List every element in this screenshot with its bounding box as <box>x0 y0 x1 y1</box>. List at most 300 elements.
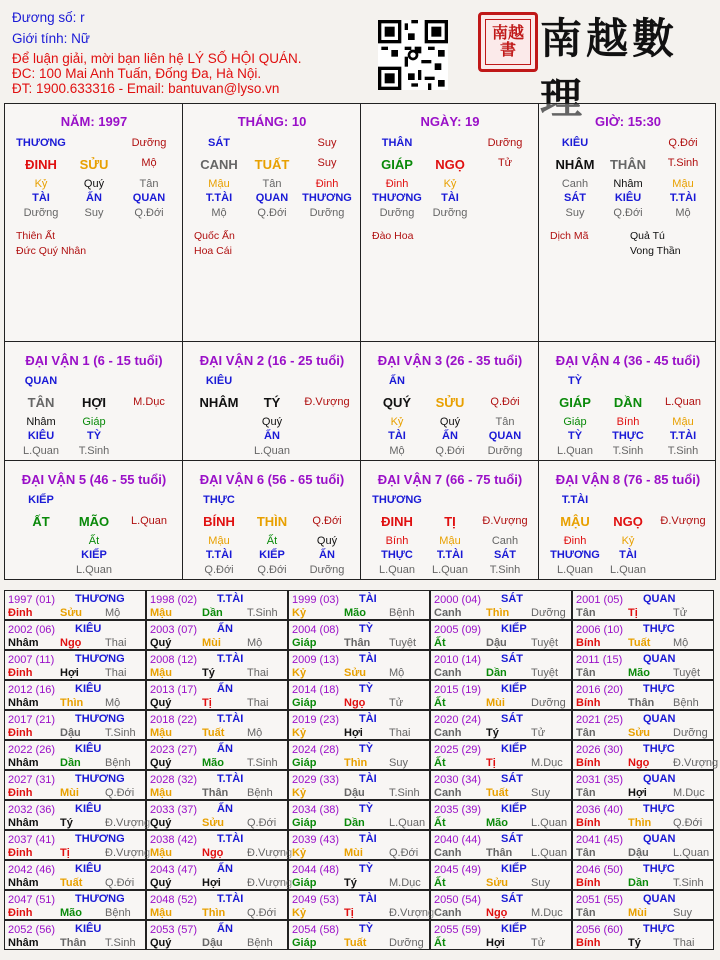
dai-van-can: ẤT <box>32 514 50 529</box>
hidden-stem: Mậu <box>672 416 694 428</box>
year-god: QUAN <box>643 713 676 725</box>
year-can: Kỷ <box>292 607 307 619</box>
dai-van-nayin: Đ.Vượng <box>304 396 350 408</box>
year-chi: Tuất <box>202 727 225 739</box>
dai-van-title: ĐẠI VẬN 8 (76 - 85 tuổi) <box>555 472 701 487</box>
year-chi: Thìn <box>486 607 510 619</box>
dai-van-nayin: Q.Đới <box>490 396 520 408</box>
hidden-stem: Mậu <box>208 535 230 547</box>
hidden-stage: T.Sinh <box>489 564 521 576</box>
year-cell <box>146 740 288 770</box>
year-god: QUAN <box>643 653 676 665</box>
hidden-stem: Quý <box>316 535 338 547</box>
duong-so-label: Đương số: r <box>12 10 85 25</box>
address-line: ĐC: 100 Mai Anh Tuấn, Đống Đa, Hà Nội. <box>12 66 262 81</box>
year-chi: Dậu <box>60 727 81 739</box>
year-god: QUAN <box>643 593 676 605</box>
year-cell <box>146 890 288 920</box>
year-can: Kỷ <box>292 847 307 859</box>
year-cell <box>4 800 151 830</box>
year-label: 2049 (53) <box>292 894 340 906</box>
year-can: Nhâm <box>8 757 39 769</box>
year-can: Đinh <box>8 607 33 619</box>
year-stage: Bệnh <box>673 697 699 709</box>
hidden-stem: Ất <box>88 535 100 547</box>
year-god: TÀI <box>359 593 377 605</box>
year-label: 2037 (41) <box>8 834 56 846</box>
year-can: Mậu <box>150 727 172 739</box>
year-chi: Tý <box>60 817 73 829</box>
year-god: SÁT <box>501 833 523 845</box>
year-god: THỰC <box>643 623 675 635</box>
dai-van-god: QUAN <box>24 375 58 387</box>
year-stage: T.Sinh <box>247 757 278 769</box>
year-can: Tân <box>576 667 596 679</box>
hidden-stage: L.Quan <box>431 564 469 576</box>
year-label: 2017 (21) <box>8 714 56 726</box>
year-can: Tân <box>576 787 596 799</box>
year-chi: Mão <box>628 667 650 679</box>
year-stage: Tử <box>531 937 546 949</box>
year-cell <box>572 680 714 710</box>
year-chi: Tị <box>202 697 212 709</box>
pillar-god: SÁT <box>208 137 230 149</box>
year-cell <box>430 590 572 620</box>
year-god: TÀI <box>359 713 377 725</box>
year-chi: Tị <box>60 847 70 859</box>
year-cell <box>430 740 572 770</box>
pillar-title: THÁNG: 10 <box>237 114 307 129</box>
year-label: 2027 (31) <box>8 774 56 786</box>
hidden-stage: L.Quan <box>22 445 60 457</box>
year-cell <box>430 680 572 710</box>
dai-van-title: ĐẠI VẬN 3 (26 - 35 tuổi) <box>377 353 523 368</box>
year-cell <box>430 620 572 650</box>
year-stage: Q.Đới <box>247 817 277 829</box>
year-label: 2014 (18) <box>292 684 340 696</box>
hidden-god: KIẾP <box>81 549 107 561</box>
year-can: Đinh <box>8 907 33 919</box>
year-god: T.TÀI <box>217 773 244 785</box>
year-god: KIÊU <box>75 743 102 755</box>
pillar-can: ĐINH <box>25 157 57 172</box>
year-god: TỲ <box>359 623 374 635</box>
hidden-god: ẤN <box>442 430 458 442</box>
year-label: 2022 (26) <box>8 744 56 756</box>
year-chi: Sửu <box>486 877 509 889</box>
hidden-stem: Canh <box>561 178 589 190</box>
year-cell <box>288 860 430 890</box>
year-stage: L.Quan <box>531 817 568 829</box>
year-stage: Tuyệt <box>673 667 701 679</box>
year-cell <box>4 590 146 620</box>
year-label: 2002 (06) <box>8 624 56 636</box>
year-god: TÀI <box>359 893 377 905</box>
year-god: KIÊU <box>75 683 102 695</box>
year-label: 2041 (45) <box>576 834 624 846</box>
hidden-god: ẤN <box>319 549 335 561</box>
year-chi: Mão <box>344 607 366 619</box>
year-can: Nhâm <box>8 817 39 829</box>
year-god: T.TÀI <box>217 653 244 665</box>
year-can: Quý <box>150 757 172 769</box>
hidden-stage: Dưỡng <box>309 207 345 219</box>
year-can: Giáp <box>292 697 317 709</box>
year-cell <box>572 740 719 770</box>
year-chi: Dần <box>60 757 81 769</box>
dai-van-can: NHÂM <box>199 395 239 410</box>
hidden-stage: Dưỡng <box>309 564 345 576</box>
year-can: Canh <box>434 667 462 679</box>
year-cell <box>572 710 714 740</box>
year-cell <box>288 650 430 680</box>
year-chi: Thân <box>628 697 655 709</box>
year-label: 2042 (46) <box>8 864 56 876</box>
year-stage: Đ.Vượng <box>105 817 151 829</box>
hidden-god: THƯƠNG <box>372 192 422 204</box>
hidden-stage: L.Quan <box>609 564 647 576</box>
year-label: 2046 (50) <box>576 864 624 876</box>
dai-van-can: QUÝ <box>382 395 412 410</box>
hidden-stem: Bính <box>385 535 409 547</box>
dai-van-god: KIÊU <box>205 375 233 387</box>
year-cell <box>4 740 146 770</box>
year-stage: Đ.Vượng <box>247 877 293 889</box>
year-chi: Mùi <box>60 787 79 799</box>
year-stage: Q.Đới <box>673 817 703 829</box>
year-chi: Thân <box>344 637 371 649</box>
year-can: Ất <box>434 757 446 769</box>
year-label: 2050 (54) <box>434 894 482 906</box>
star-label: Quốc Ấn <box>194 230 235 242</box>
pillar-god: THÂN <box>381 137 413 149</box>
year-can: Giáp <box>292 937 317 949</box>
year-god: ẤN <box>217 863 233 875</box>
hidden-stage: Mộ <box>675 207 691 219</box>
year-can: Mậu <box>150 667 172 679</box>
year-cell <box>572 620 714 650</box>
year-label: 2001 (05) <box>576 594 624 606</box>
hidden-stem: Tân <box>262 178 282 190</box>
year-stage: Q.Đới <box>105 787 135 799</box>
year-chi: Thìn <box>202 907 226 919</box>
hidden-stage: Q.Đới <box>613 207 643 219</box>
year-god: TÀI <box>359 773 377 785</box>
year-god: T.TÀI <box>217 833 244 845</box>
year-god: THƯƠNG <box>75 833 125 845</box>
year-stage: Bệnh <box>247 937 273 949</box>
year-stage: Mộ <box>389 667 405 679</box>
year-label: 2004 (08) <box>292 624 340 636</box>
year-chi: Hợi <box>628 787 647 799</box>
year-can: Nhâm <box>8 637 39 649</box>
year-cell <box>572 890 714 920</box>
star-label: Hoa Cái <box>194 245 232 257</box>
year-label: 2056 (60) <box>576 924 624 936</box>
year-chi: Mùi <box>628 907 647 919</box>
year-can: Nhâm <box>8 697 39 709</box>
dai-van-chi: DẦN <box>613 395 643 410</box>
hidden-stage: Q.Đới <box>204 564 234 576</box>
dai-van-title: ĐẠI VẬN 5 (46 - 55 tuổi) <box>21 472 167 487</box>
contact-line: Để luận giải, mời bạn liên hệ LÝ SỐ HỘI QUÁN. <box>12 51 302 66</box>
year-label: 2033 (37) <box>150 804 198 816</box>
year-label: 2043 (47) <box>150 864 198 876</box>
year-stage: Bệnh <box>247 787 273 799</box>
year-stage: Suy <box>531 877 550 889</box>
year-chi: Ngọ <box>344 697 366 709</box>
year-cell <box>288 590 430 620</box>
year-label: 2007 (11) <box>8 654 55 666</box>
year-label: 2039 (43) <box>292 834 340 846</box>
hidden-stage: Dưỡng <box>432 207 468 219</box>
year-god: QUAN <box>643 893 676 905</box>
year-cell <box>146 590 288 620</box>
year-label: 2021 (25) <box>576 714 624 726</box>
pillar-chi: THÂN <box>609 157 647 172</box>
year-chi: Tị <box>486 757 496 769</box>
year-stage: Thai <box>247 697 269 709</box>
year-can: Mậu <box>150 787 172 799</box>
hidden-stage: L.Quan <box>556 564 594 576</box>
year-stage: Mộ <box>673 637 689 649</box>
hidden-god: QUAN <box>255 192 289 204</box>
year-can: Quý <box>150 877 172 889</box>
hidden-stage: Q.Đới <box>257 207 287 219</box>
year-can: Bính <box>576 637 601 649</box>
pillar-chi: SỬU <box>79 157 109 172</box>
year-chi: Dần <box>202 607 223 619</box>
year-can: Mậu <box>150 847 172 859</box>
hidden-stem: Giáp <box>563 416 587 428</box>
hidden-stem: Giáp <box>82 416 106 428</box>
year-god: THỰC <box>643 803 675 815</box>
year-god: T.TÀI <box>217 593 244 605</box>
year-chi: Mùi <box>486 697 505 709</box>
year-label: 2040 (44) <box>434 834 482 846</box>
year-can: Ất <box>434 697 446 709</box>
dai-van-can: GIÁP <box>559 395 591 410</box>
hidden-god: T.TÀI <box>669 192 697 204</box>
year-stage: Thai <box>389 727 411 739</box>
year-god: KIẾP <box>501 803 527 815</box>
hidden-stage: Suy <box>84 207 104 219</box>
hidden-stem: Đinh <box>563 535 587 547</box>
year-chi: Thân <box>202 787 229 799</box>
year-stage: Q.Đới <box>105 877 135 889</box>
year-cell <box>4 710 146 740</box>
year-label: 2020 (24) <box>434 714 482 726</box>
hidden-god: THƯƠNG <box>302 192 352 204</box>
year-stage: Thai <box>105 637 127 649</box>
year-chi: Thân <box>60 937 87 949</box>
year-label: 2029 (33) <box>292 774 340 786</box>
year-label: 2005 (09) <box>434 624 482 636</box>
year-stage: T.Sinh <box>673 877 704 889</box>
year-stage: Mộ <box>247 637 263 649</box>
year-stage: Dưỡng <box>531 607 566 619</box>
pillar-nayin: Mộ <box>141 157 157 169</box>
qr-code-icon <box>378 20 448 90</box>
pillar-nayin: T.Sinh <box>667 157 699 169</box>
hidden-god: KIÊU <box>27 430 55 442</box>
year-god: TỲ <box>359 863 374 875</box>
year-god: ẤN <box>217 743 233 755</box>
year-chi: Ngọ <box>628 757 650 769</box>
year-stage: Mộ <box>105 607 121 619</box>
year-label: 1998 (02) <box>150 594 198 606</box>
year-can: Quý <box>150 637 172 649</box>
year-label: 2055 (59) <box>434 924 482 936</box>
year-label: 2009 (13) <box>292 654 340 666</box>
year-can: Ất <box>434 877 446 889</box>
year-god: TỲ <box>359 923 374 935</box>
year-chi: Mão <box>202 757 224 769</box>
year-label: 2006 (10) <box>576 624 624 636</box>
year-god: ẤN <box>217 683 233 695</box>
year-label: 2018 (22) <box>150 714 198 726</box>
hidden-god: TỲ <box>86 430 102 442</box>
year-stage: L.Quan <box>531 847 568 859</box>
year-stage: M.Dục <box>531 907 563 919</box>
year-label: 2051 (55) <box>576 894 624 906</box>
year-can: Đinh <box>8 727 33 739</box>
year-can: Tân <box>576 847 596 859</box>
year-can: Tân <box>576 727 596 739</box>
year-can: Quý <box>150 937 172 949</box>
year-chi: Thìn <box>628 817 652 829</box>
dai-van-nayin: L.Quan <box>664 396 702 408</box>
dai-van-chi: HỢI <box>81 395 107 410</box>
hidden-stem: Tân <box>495 416 515 428</box>
dai-van-title: ĐẠI VẬN 4 (36 - 45 tuổi) <box>555 353 701 368</box>
year-chi: Dần <box>344 817 365 829</box>
year-cell <box>288 890 435 920</box>
dai-van-chi: THÌN <box>256 514 288 529</box>
pillar-stage: Suy <box>317 137 337 149</box>
year-can: Ất <box>434 817 446 829</box>
year-chi: Mão <box>60 907 82 919</box>
year-label: 2045 (49) <box>434 864 482 876</box>
hidden-stem: Kỷ <box>390 416 404 428</box>
year-stage: M.Dục <box>531 757 563 769</box>
year-stage: Đ.Vượng <box>247 847 293 859</box>
year-can: Tân <box>576 607 596 619</box>
year-cell <box>146 650 288 680</box>
gioi-tinh-label: Giới tính: Nữ <box>12 31 90 46</box>
year-god: ẤN <box>217 923 233 935</box>
year-stage: Tử <box>531 727 546 739</box>
year-god: THƯƠNG <box>75 713 125 725</box>
dai-van-can: MẬU <box>560 514 590 529</box>
year-chi: Tý <box>628 937 641 949</box>
year-can: Bính <box>576 697 601 709</box>
year-label: 2038 (42) <box>150 834 198 846</box>
year-cell <box>288 710 430 740</box>
year-cell <box>288 680 430 710</box>
year-can: Canh <box>434 607 462 619</box>
year-chi: Ngọ <box>60 637 82 649</box>
year-chi: Dần <box>628 877 649 889</box>
year-stage: Q.Đới <box>247 907 277 919</box>
hidden-stem: Kỷ <box>621 535 635 547</box>
star-label: Quả Tú <box>630 230 665 242</box>
dai-van-nayin: Đ.Vượng <box>482 515 528 527</box>
year-label: 2003 (07) <box>150 624 198 636</box>
year-label: 2054 (58) <box>292 924 340 936</box>
year-can: Bính <box>576 877 601 889</box>
year-label: 2010 (14) <box>434 654 482 666</box>
hidden-stage: T.Sinh <box>612 445 644 457</box>
dai-van-title: ĐẠI VẬN 7 (66 - 75 tuổi) <box>377 472 523 487</box>
dai-van-can: TÂN <box>27 395 55 410</box>
year-chi: Hợi <box>202 877 221 889</box>
year-chi: Tuất <box>344 937 367 949</box>
star-label: Dịch Mã <box>550 230 589 242</box>
year-chi: Tị <box>628 607 638 619</box>
year-cell <box>572 650 714 680</box>
dai-van-title: ĐẠI VẬN 6 (56 - 65 tuổi) <box>199 472 345 487</box>
year-can: Nhâm <box>8 937 39 949</box>
dai-van-nayin: L.Quan <box>130 515 168 527</box>
hidden-stem: Quý <box>261 416 283 428</box>
year-chi: Ngọ <box>486 907 508 919</box>
year-can: Bính <box>576 937 601 949</box>
year-can: Giáp <box>292 877 317 889</box>
year-cell <box>4 860 146 890</box>
dai-van-god: KIẾP <box>28 494 54 506</box>
year-label: 2026 (30) <box>576 744 624 756</box>
year-can: Ất <box>434 937 446 949</box>
hidden-god: T.TÀI <box>205 549 233 561</box>
year-stage: Tuyệt <box>531 667 559 679</box>
year-chi: Thân <box>486 847 513 859</box>
year-stage: Đ.Vượng <box>673 757 719 769</box>
year-stage: Tuyệt <box>389 637 417 649</box>
year-label: 2036 (40) <box>576 804 624 816</box>
year-stage: T.Sinh <box>247 607 278 619</box>
hidden-god: T.TÀI <box>205 192 233 204</box>
dai-van-god: ẤN <box>389 375 405 387</box>
pillar-nayin: Suy <box>317 157 337 169</box>
year-can: Bính <box>576 757 601 769</box>
year-chi: Dậu <box>202 937 223 949</box>
year-god: KIẾP <box>501 863 527 875</box>
year-label: 2011 (15) <box>576 654 623 666</box>
year-stage: Đ.Vượng <box>389 907 435 919</box>
year-label: 2023 (27) <box>150 744 198 756</box>
year-chi: Hợi <box>344 727 363 739</box>
dai-van-chi: TỊ <box>444 514 456 529</box>
hidden-stem: Ất <box>266 535 278 547</box>
year-label: 2047 (51) <box>8 894 56 906</box>
dai-van-chi: TÝ <box>263 395 281 410</box>
year-cell <box>4 620 146 650</box>
dai-van-can: BÍNH <box>203 514 235 529</box>
hidden-stem: Mậu <box>672 178 694 190</box>
year-can: Quý <box>150 697 172 709</box>
year-god: THƯƠNG <box>75 773 125 785</box>
hidden-stem: Tân <box>139 178 159 190</box>
year-god: TỲ <box>359 743 374 755</box>
dai-van-nayin: M.Dục <box>133 396 165 408</box>
hidden-stem: Canh <box>491 535 519 547</box>
year-label: 2024 (28) <box>292 744 340 756</box>
year-can: Ất <box>434 637 446 649</box>
year-chi: Dậu <box>344 787 365 799</box>
year-label: 2028 (32) <box>150 774 198 786</box>
year-stage: Tử <box>389 697 404 709</box>
